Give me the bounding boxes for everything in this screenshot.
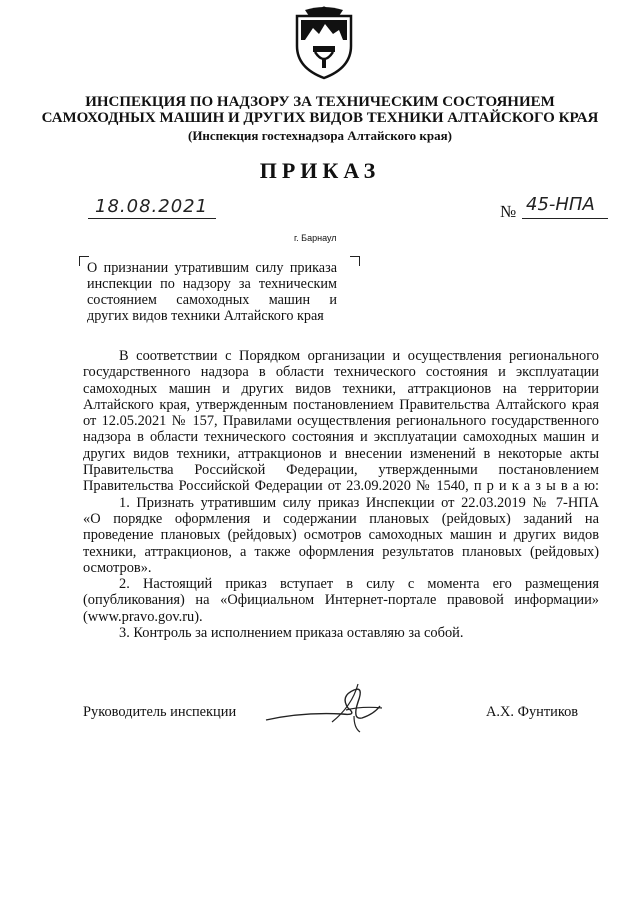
body-line: осмотров». (83, 559, 152, 576)
number-underline (522, 218, 608, 219)
body-line: Правительства Российской Федерации от 23.09.2020 № 1540, п р и к а з ы в а ю: (83, 478, 599, 495)
body-line: 3. Контроль за исполнением приказа оставляю за собой. (119, 625, 464, 642)
body-line: техники, аттракционов, а также оформления результатов плановых (рейдовых) (83, 543, 599, 560)
body-line: других видов техники, аттракционов и внесении изменений в некоторые акты (83, 445, 599, 462)
altai-coat-of-arms-emblem (291, 6, 357, 80)
signatory-name: А.Х. Фунтиков (486, 704, 579, 720)
signatory-position: Руководитель инспекции (83, 704, 237, 720)
header-line-1: ИНСПЕКЦИЯ ПО НАДЗОРУ ЗА ТЕХНИЧЕСКИМ СОСТОЯНИЕМ (85, 94, 555, 110)
subject-line: состоянием самоходных машин и (87, 292, 337, 308)
body-line: (опубликования) на «Официальном Интернет-портале правовой информации» (83, 592, 599, 609)
subject-line: инспекции по надзору за техническим (87, 276, 337, 292)
order-date: 18.08.2021 (95, 196, 209, 217)
body-line: надзора в области технического состояния и эксплуатации самоходных машин и (83, 429, 599, 446)
body-line: Правительства Российской Федерации, утвержденными постановлением (83, 462, 599, 479)
body-line: от 12.05.2021 № 157, Правилами осуществления регионального государственного (83, 413, 599, 430)
subject-line: О признании утратившим силу приказа (87, 260, 337, 276)
order-number: 45-НПА (526, 194, 595, 215)
body-line: Алтайского края, утвержденным постановлением Правительства Алтайского края (83, 396, 599, 413)
subject-line: других видов техники Алтайского края (87, 308, 324, 324)
body-line: государственного надзора в области технического состояния и эксплуатации (83, 364, 599, 381)
header-line-3: (Инспекция гостехнадзора Алтайского края) (187, 128, 453, 143)
order-subject (87, 260, 337, 324)
body-line: (www.pravo.gov.ru). (83, 608, 203, 625)
body-line: 2. Настоящий приказ вступает в силу с момента его размещения (119, 576, 599, 593)
body-line: самоходных машин и других видов техники, аттракционов на территории (83, 380, 599, 397)
date-underline (88, 218, 216, 219)
header-line-2: САМОХОДНЫХ МАШИН И ДРУГИХ ВИДОВ ТЕХНИКИ АЛТАЙСКОГО КРАЯ (41, 110, 599, 126)
document-title: ПРИКАЗ (259, 158, 381, 183)
body-line: 1. Признать утратившим силу приказ Инспекции от 22.03.2019 № 7-НПА (119, 494, 599, 511)
body-line: проведение плановых (рейдовых) осмотров самоходных машин и других видов (83, 527, 599, 544)
city: г. Барнаул (294, 233, 337, 243)
body-line: В соответствии с Порядком организации и осуществления регионального (119, 348, 599, 364)
number-label: № (500, 202, 517, 221)
subject-bracket-right (350, 256, 360, 266)
handwritten-signature (262, 676, 402, 736)
order-body (83, 348, 599, 641)
body-line: «О порядке оформления и содержании плановых (рейдовых) заданий на (83, 510, 599, 527)
